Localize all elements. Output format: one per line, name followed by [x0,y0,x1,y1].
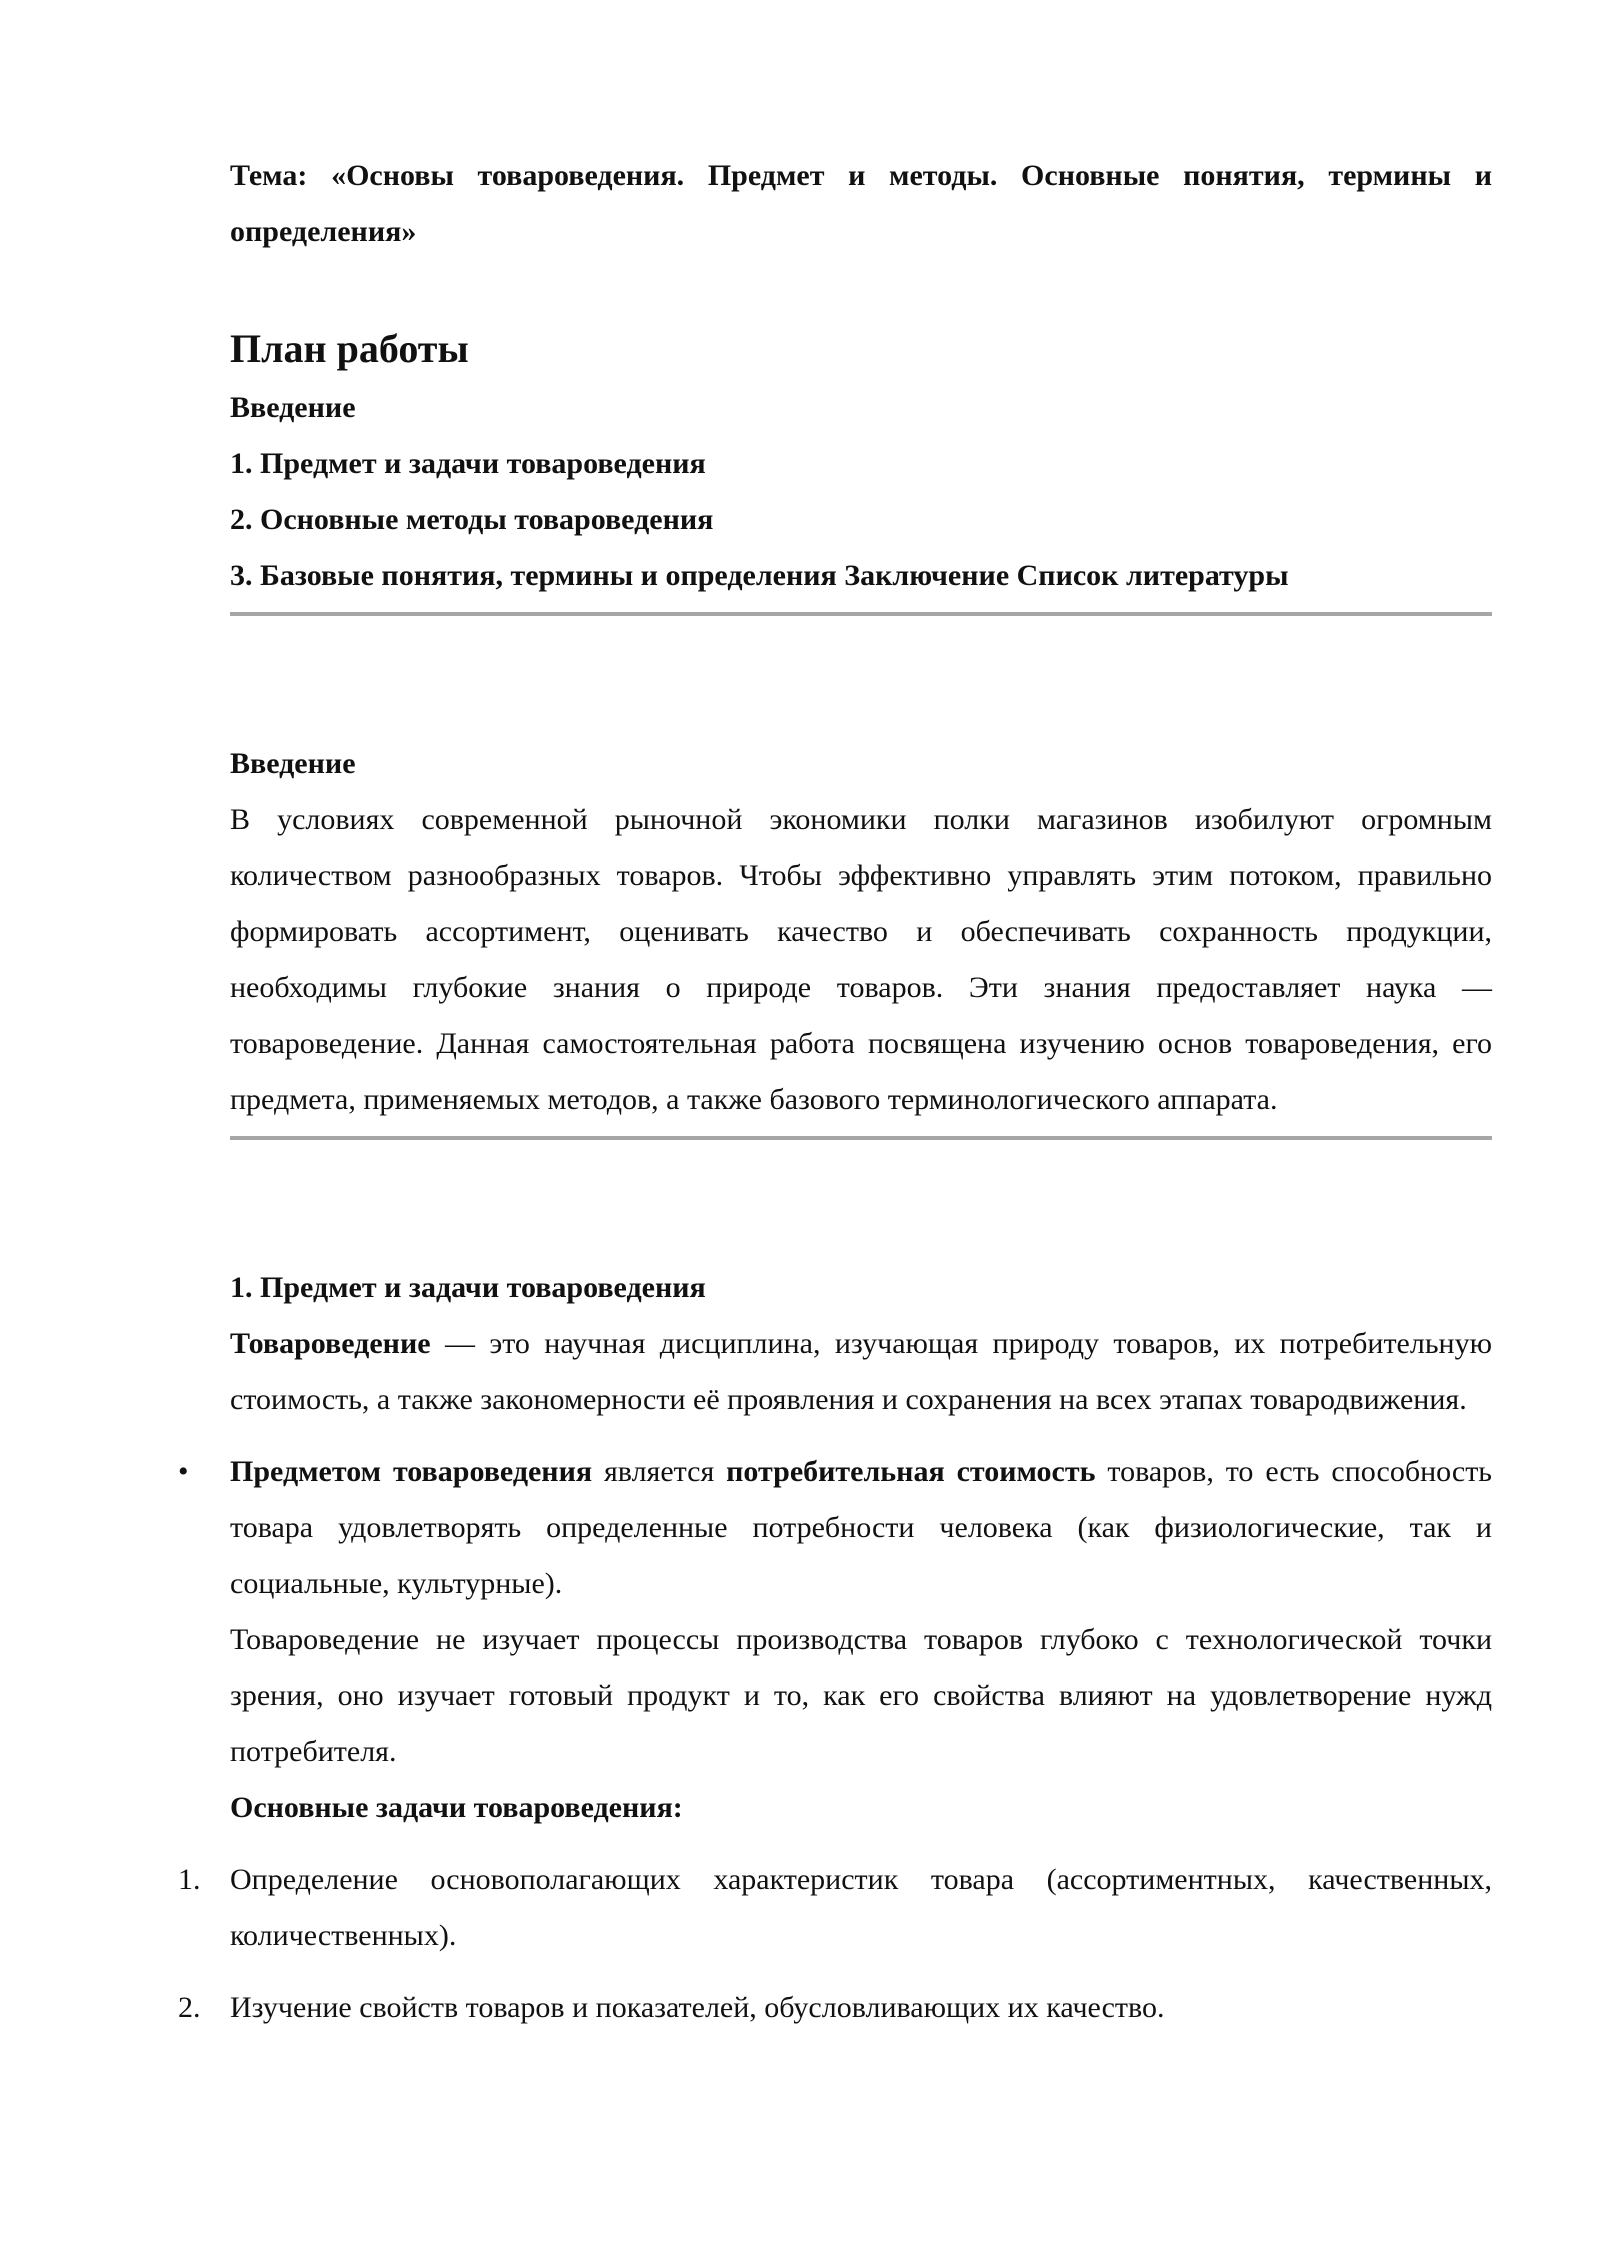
section1-heading: 1. Предмет и задачи товароведения [230,1271,706,1304]
task-text: Изучение свойств товаров и показателей, обусловливающих их качество. [230,1991,1165,2024]
tasks-heading: Основные задачи товароведения: [230,1791,683,1824]
plan-item-1: 1. Предмет и задачи товароведения [230,447,706,480]
document-page [178,148,1492,2036]
definition-term: Товароведение [230,1327,431,1360]
plan-list [230,380,1492,604]
list-item [178,1444,1492,1836]
intro-paragraph: В условиях современной рыночной экономики полки магазинов изобилуют огромным количеством разнообразных товаров. Чтобы эффективно управлять этим потоком, правильно формировать ассортимент, оценивать качество и обеспечивать сохранность продукции, необходимы глубокие знания о природе товаров. Эти знания предоставляет наука — товароведение. Данная самостоятельная работа посвящена изучению основ товароведения, его предмета, применяемых методов, а также базового терминологического аппарата. [230,803,1492,1116]
list-number: 2. [178,1991,201,2024]
tasks-list [178,1852,1492,2036]
definition-paragraph [230,1316,1492,1428]
list-item [178,1980,1492,2036]
plan-item-2: 2. Основные методы товароведения [230,503,714,536]
plan-item-intro: Введение [230,391,356,424]
list-number: 1. [178,1863,201,1896]
subject-text: является [592,1455,727,1488]
plan-item-3: 3. Базовые понятия, термины и определения Заключение Список литературы [230,559,1289,592]
subject-continuation: Товароведение не изучает процессы производства товаров глубоко с технологической точки зрения, оно изучает готовый продукт и то, как его свойства влияют на удовлетворение нужд потребителя. [230,1623,1492,1768]
use-value-term: потребительная стоимость [726,1455,1096,1488]
topic-title: Тема: «Основы товароведения. Предмет и методы. Основные понятия, термины и определения» [230,159,1492,248]
task-text: Определение основополагающих характеристик товара (ассортиментных, качественных, количественных). [230,1863,1492,1952]
plan-title: План работы [230,326,469,371]
bullet-marker: • [178,1455,189,1488]
list-item [178,1852,1492,1964]
subject-text-rest: товаров, то есть способность товара удовлетворять определенные потребности человека (как физиологические, так и социальные, культурные). [230,1455,1492,1600]
subject-bullet-list [178,1444,1492,1836]
subject-term: Предметом товароведения [230,1455,593,1488]
definition-text: — это научная дисциплина, изучающая природу товаров, их потребительную стоимость, а также закономерности её проявления и сохранения на всех этапах товародвижения. [230,1327,1492,1416]
intro-heading: Введение [230,747,356,780]
